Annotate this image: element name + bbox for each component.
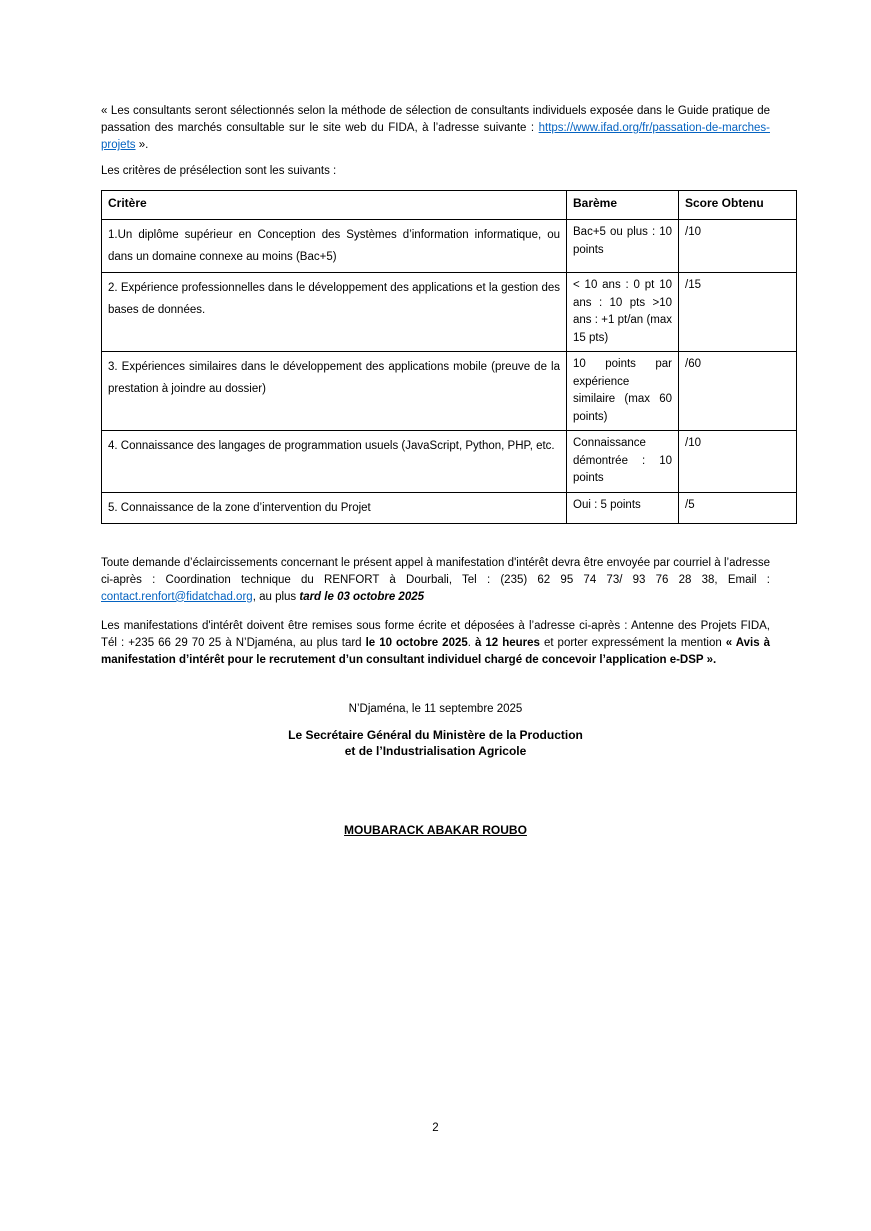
table-row (102, 492, 797, 523)
document-body (101, 103, 796, 837)
clarification-text-after-email: , au plus (252, 590, 300, 603)
submission-mention: « Avis à manifestation d’intérêt pour le recrutement d’un consultant individuel chargé de concevoir l’application e-DSP ». (101, 636, 771, 666)
submission-deadline-date: le 10 octobre 2025 (365, 636, 468, 649)
criterion-1-label: 1.Un diplôme supérieur en Conception des Systèmes d’information informatique, ou dans un domaine connexe au moins (Bac+5) (102, 220, 567, 273)
criterion-5-score: /5 (679, 492, 797, 523)
signatory-title (101, 727, 770, 759)
table-row (102, 273, 797, 352)
intro-text-after-link: ». (135, 139, 149, 151)
signatory-title-line1: Le Secrétaire Général du Ministère de la Production (288, 727, 583, 742)
criterion-4-label: 4. Connaissance des langages de programmation usuels (JavaScript, Python, PHP, etc. (102, 431, 567, 493)
criterion-4-bareme: Connaissance démontrée : 10 points (567, 431, 679, 493)
criterion-1-bareme: Bac+5 ou plus : 10 points (567, 220, 679, 273)
clarification-deadline: tard le 03 octobre 2025 (299, 590, 425, 603)
submission-text-2: . (467, 636, 475, 649)
submission-paragraph (101, 618, 770, 669)
intro-text-before-link: « Les consultants seront sélectionnés selon la méthode de sélection de consultants individuels exposée dans le Guide pratique de passation des marchés consultable sur le site web du FIDA, à l’adresse suivante : (101, 105, 770, 134)
contact-email-link[interactable]: contact.renfort@fidatchad.org (101, 590, 253, 603)
criterion-2-label: 2. Expérience professionnelles dans le développement des applications et la gestion des bases de données. (102, 273, 567, 352)
table-header-bareme: Barème (567, 191, 679, 220)
table-header-row (102, 191, 797, 220)
criterion-5-label: 5. Connaissance de la zone d’intervention du Projet (102, 492, 567, 523)
place-date-line: N’Djaména, le 11 septembre 2025 (348, 702, 523, 715)
table-header-critere: Critère (102, 191, 567, 220)
criterion-5-bareme: Oui : 5 points (567, 492, 679, 523)
criterion-3-bareme: 10 points par expérience similaire (max 60 points) (567, 352, 679, 431)
criterion-1-score: /10 (679, 220, 797, 273)
table-header-score: Score Obtenu (679, 191, 797, 220)
intro-paragraph (101, 103, 770, 154)
criterion-4-score: /10 (679, 431, 797, 493)
criterion-3-label: 3. Expériences similaires dans le développement des applications mobile (preuve de la prestation à joindre au dossier) (102, 352, 567, 431)
criteria-table (101, 190, 797, 524)
clarification-text: Toute demande d’éclaircissements concernant le présent appel à manifestation d'intérêt devra être envoyée par courriel à l’adresse ci-après : Coordination technique du RENFORT à Dourbali, Tel : (235) 62 95 74 73/ 93 76 28 38, Email : (101, 556, 770, 586)
criterion-2-score: /15 (679, 273, 797, 352)
clarification-paragraph (101, 555, 770, 606)
submission-text-1: Les manifestations d'intérêt doivent être remises sous forme écrite et déposées à l’adresse ci-après : Antenne des Projets FIDA, Tél : +235 66 29 70 25 à N’Djaména, au plus tard (101, 619, 770, 649)
ifad-procurement-link[interactable]: https://www.ifad.org/fr/passation-de-marches-projets (101, 122, 770, 151)
page-number: 2 (432, 1122, 439, 1134)
table-row (102, 352, 797, 431)
signatory-title-line2: et de l’Industrialisation Agricole (344, 743, 527, 758)
table-row (102, 220, 797, 273)
signatory-name-text: MOUBARACK ABAKAR ROUBO (344, 822, 527, 837)
criterion-3-score: /60 (679, 352, 797, 431)
table-row (102, 431, 797, 493)
signatory-name (101, 823, 770, 837)
submission-text-3: et porter expressément la mention (539, 636, 726, 649)
criterion-2-bareme: < 10 ans : 0 pt 10 ans : 10 pts >10 ans : +1 pt/an (max 15 pts) (567, 273, 679, 352)
submission-deadline-time: à 12 heures (475, 636, 540, 649)
criteria-intro-line: Les critères de présélection sont les suivants : (101, 165, 337, 177)
